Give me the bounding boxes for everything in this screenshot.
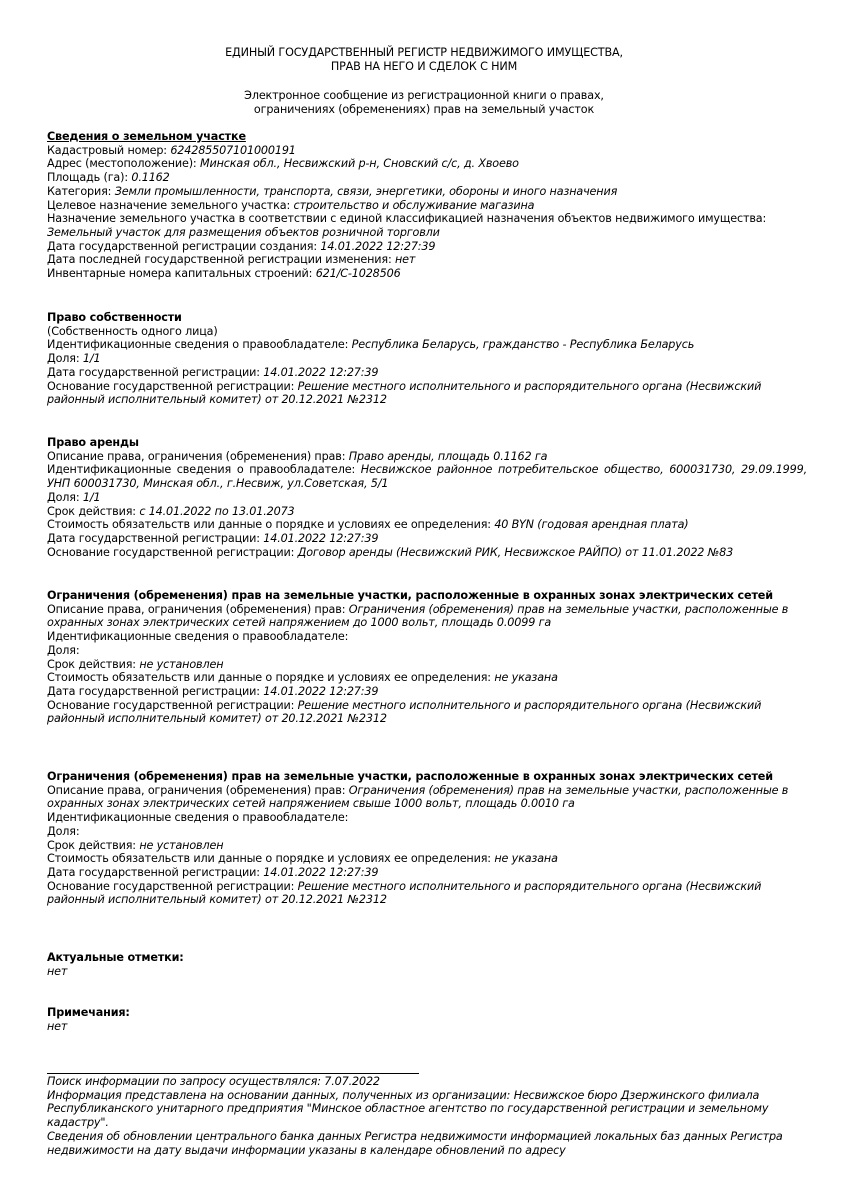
field-value: 14.01.2022 12:27:39 — [263, 684, 379, 698]
field-cadastral-number — [47, 144, 807, 158]
field-label: Дата государственной регистрации создания: — [47, 239, 321, 253]
restriction-section-2 — [47, 770, 807, 907]
field-label: Описание права, ограничения (обременения) прав: — [47, 602, 349, 616]
field-label: Описание права, ограничения (обременения) прав: — [47, 783, 349, 797]
field-registration-date — [47, 866, 807, 880]
field-purpose — [47, 199, 807, 213]
field-label: Назначение земельного участка в соответствии с единой классификацией назначения объектов недвижимого имущества: — [47, 212, 767, 226]
field-value: Земельный участок для размещения объектов розничной торговли — [47, 225, 440, 239]
field-label: Идентификационные сведения о правообладателе: — [47, 811, 349, 825]
field-holder — [47, 338, 807, 352]
field-label: Доля: — [47, 643, 80, 657]
field-label: Описание права, ограничения (обременения) прав: — [47, 449, 349, 463]
field-registration-basis — [47, 546, 807, 560]
field-label: Основание государственной регистрации: — [47, 545, 298, 559]
field-holder — [47, 463, 807, 490]
field-value: 0.1162 — [131, 171, 170, 185]
document-header — [0, 46, 848, 73]
field-label: Стоимость обязательств или данные о порядке и условиях ее определения: — [47, 671, 495, 685]
field-label: Стоимость обязательств или данные о порядке и условиях ее определения: — [47, 518, 495, 532]
actual-marks-title: Актуальные отметки: — [47, 951, 184, 964]
field-cost — [47, 671, 807, 685]
field-label: Целевое назначение земельного участка: — [47, 198, 294, 212]
field-label: Доля: — [47, 824, 80, 838]
header-line-2: ПРАВ НА НЕГО И СДЕЛОК С НИМ — [330, 59, 518, 73]
field-label: Срок действия: — [47, 838, 140, 852]
field-label: Срок действия: — [47, 657, 140, 671]
field-value: 14.01.2022 12:27:39 — [263, 531, 379, 545]
field-value: 40 BYN (годовая арендная плата) — [494, 518, 689, 532]
field-label: Доля: — [47, 490, 83, 504]
land-section-title: Сведения о земельном участке — [47, 130, 246, 143]
field-cost — [47, 518, 807, 532]
notes-section — [47, 1006, 807, 1033]
header-line-1: ЕДИНЫЙ ГОСУДАРСТВЕННЫЙ РЕГИСТР НЕДВИЖИМОГО ИМУЩЕСТВА, — [225, 46, 623, 59]
field-label: Дата государственной регистрации: — [47, 365, 264, 379]
field-label: Стоимость обязательств или данные о порядке и условиях ее определения: — [47, 852, 495, 866]
field-share — [47, 491, 807, 505]
field-description — [47, 784, 807, 811]
field-value: не установлен — [139, 838, 224, 852]
ownership-subtitle: (Собственность одного лица) — [47, 324, 218, 338]
field-cost — [47, 852, 807, 866]
actual-marks-section — [47, 951, 807, 978]
field-share — [47, 352, 807, 366]
ownership-section — [47, 311, 807, 407]
actual-marks-value: нет — [47, 964, 68, 978]
field-value: строительство и обслуживание магазина — [293, 198, 535, 212]
field-term — [47, 505, 807, 519]
field-label: Дата последней государственной регистрации изменения: — [47, 253, 396, 267]
field-value: Право аренды, площадь 0.1162 га — [348, 449, 548, 463]
notes-value: нет — [47, 1019, 68, 1033]
footer-source: Информация представлена на основании данных, полученных из организации: Несвижское бюро Дзержинского филиала Республиканского унитарного предприятия "Минское областное агентство по государственной регистрации и земельному кадастру". — [47, 1088, 769, 1130]
field-label: Дата государственной регистрации: — [47, 531, 264, 545]
field-value: Ограничения (обременения) прав на земельные участки, расположенные в охранных зонах электрических сетей напряжением свыше 1000 вольт, площадь 0.0010 га — [47, 783, 789, 811]
field-label: Идентификационные сведения о правообладателе: — [47, 630, 349, 644]
field-label: Дата государственной регистрации: — [47, 865, 264, 879]
field-label: Доля: — [47, 352, 83, 366]
field-inventory-numbers — [47, 267, 807, 281]
document-subheader — [0, 89, 848, 116]
field-value: 1/1 — [82, 352, 101, 366]
field-value: Республика Беларусь, гражданство - Республика Беларусь — [351, 338, 695, 352]
field-registration-basis — [47, 380, 807, 407]
field-label: Идентификационные сведения о правообладателе: — [47, 463, 361, 477]
land-section — [47, 130, 807, 281]
field-registration-date — [47, 366, 807, 380]
field-value: Ограничения (обременения) прав на земельные участки, расположенные в охранных зонах электрических сетей напряжением до 1000 вольт, площадь 0.0099 га — [47, 602, 789, 630]
field-label: Основание государственной регистрации: — [47, 879, 298, 893]
field-label: Основание государственной регистрации: — [47, 379, 298, 393]
field-label: Срок действия: — [47, 504, 140, 518]
field-value: 14.01.2022 12:27:39 — [263, 865, 379, 879]
header-line-3: Электронное сообщение из регистрационной книги о правах, — [244, 89, 604, 102]
ownership-title: Право собственности — [47, 311, 182, 324]
field-label: Инвентарные номера капитальных строений: — [47, 267, 316, 281]
field-address — [47, 157, 807, 171]
restriction-title: Ограничения (обременения) прав на земельные участки, расположенные в охранных зонах электрических сетей — [47, 770, 773, 783]
field-value: Решение местного исполнительного и распорядительного органа (Несвижский районный исполнительный комитет) от 20.12.2021 №2312 — [47, 379, 762, 407]
field-value: 14.01.2022 12:27:39 — [320, 239, 436, 253]
field-description — [47, 603, 807, 630]
field-value: не установлен — [139, 657, 224, 671]
field-value: Решение местного исполнительного и распорядительного органа (Несвижский районный исполнительный комитет) от 20.12.2021 №2312 — [47, 879, 762, 907]
restriction-section-1 — [47, 589, 807, 726]
field-registration-basis — [47, 699, 807, 726]
field-last-change-date — [47, 253, 807, 267]
field-term — [47, 658, 807, 672]
field-value: Несвижское районное потребительское общество, 600031730, 29.09.1999, УНП 600031730, Минская обл., г.Несвиж, ул.Советская, 5/1 — [47, 463, 807, 491]
field-registration-date — [47, 532, 807, 546]
field-classification — [47, 212, 807, 239]
field-creation-date — [47, 240, 807, 254]
footer-update-info: Сведения об обновлении центрального банка данных Регистра недвижимости информацией локальных баз данных Регистра недвижимости на дату выдачи информации указаны в календаре обновлений по адресу — [47, 1129, 783, 1157]
lease-section — [47, 436, 807, 559]
field-share — [47, 825, 807, 839]
footer — [47, 1075, 807, 1157]
field-label: Адрес (местоположение): — [47, 157, 200, 171]
restriction-title: Ограничения (обременения) прав на земельные участки, расположенные в охранных зонах электрических сетей — [47, 589, 773, 602]
field-registration-date — [47, 685, 807, 699]
field-value: Решение местного исполнительного и распорядительного органа (Несвижский районный исполнительный комитет) от 20.12.2021 №2312 — [47, 698, 762, 726]
field-label: Категория: — [47, 184, 115, 198]
notes-title: Примечания: — [47, 1006, 130, 1019]
lease-title: Право аренды — [47, 436, 139, 449]
field-label: Дата государственной регистрации: — [47, 684, 264, 698]
field-term — [47, 839, 807, 853]
header-line-4: ограничениях (обременениях) прав на земельный участок — [253, 102, 595, 116]
field-category — [47, 185, 807, 199]
field-description — [47, 450, 807, 464]
field-registration-basis — [47, 880, 807, 907]
field-value: 621/С-1028506 — [315, 267, 401, 281]
field-value: 1/1 — [82, 490, 101, 504]
footer-divider — [47, 1073, 419, 1074]
field-value: с 14.01.2022 по 13.01.2073 — [139, 504, 295, 518]
field-value: Договор аренды (Несвижский РИК, Несвижское РАЙПО) от 11.01.2022 №83 — [297, 545, 734, 559]
field-value: не указана — [494, 852, 558, 866]
field-value: нет — [395, 253, 416, 267]
field-label: Основание государственной регистрации: — [47, 698, 298, 712]
field-value: 624285507101000191 — [170, 143, 296, 157]
field-holder — [47, 811, 807, 825]
field-label: Кадастровый номер: — [47, 143, 171, 157]
field-area — [47, 171, 807, 185]
field-label: Идентификационные сведения о правообладателе: — [47, 338, 352, 352]
footer-search-date: Поиск информации по запросу осуществлялся: 7.07.2022 — [47, 1075, 380, 1088]
field-value: 14.01.2022 12:27:39 — [263, 365, 379, 379]
field-holder — [47, 630, 807, 644]
field-value: Минская обл., Несвижский р-н, Сновский с/с, д. Хвоево — [199, 157, 519, 171]
field-value: Земли промышленности, транспорта, связи, энергетики, обороны и иного назначения — [114, 184, 618, 198]
field-value: не указана — [494, 671, 558, 685]
field-share — [47, 644, 807, 658]
field-label: Площадь (га): — [47, 171, 132, 185]
